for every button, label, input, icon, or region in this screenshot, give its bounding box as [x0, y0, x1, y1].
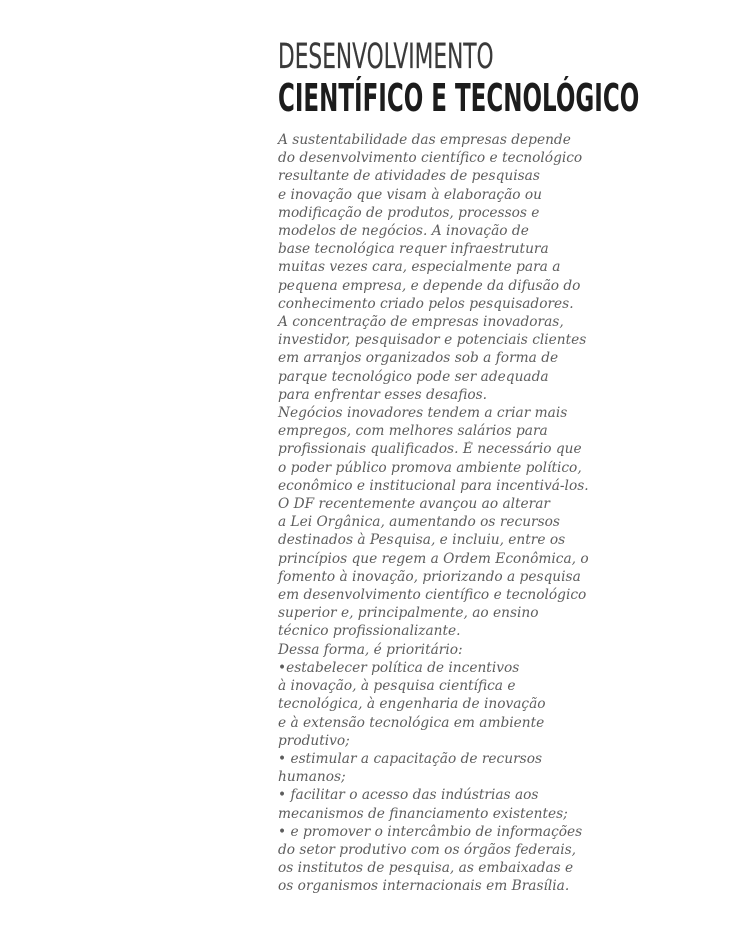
body-line: humanos; — [278, 769, 346, 786]
body-line: muitas vezes cara, especialmente para a — [278, 259, 561, 276]
body-line: fomento à inovação, priorizando a pesquisa — [278, 568, 581, 585]
body-line: empregos, com melhores salários para — [278, 423, 548, 440]
body-line: o poder público promova ambiente político, — [278, 459, 582, 476]
body-line: A concentração de empresas inovadoras, — [278, 314, 564, 331]
body-line: destinados à Pesquisa, e incluiu, entre os — [278, 532, 566, 549]
body-line: do desenvolvimento científico e tecnológico — [278, 150, 583, 167]
body-line: econômico e institucional para incentivá-los. — [278, 477, 589, 494]
body-line: A sustentabilidade das empresas depende — [278, 132, 571, 148]
body-text — [278, 131, 589, 896]
body-line: O DF recentemente avançou ao alterar — [278, 496, 550, 513]
body-line: modelos de negócios. A inovação de — [278, 223, 529, 240]
body-line: e à extensão tecnológica em ambiente — [278, 714, 545, 731]
body-line: modificação de produtos, processos e — [278, 204, 540, 221]
body-line: investidor, pesquisador e potenciais clientes — [278, 332, 587, 349]
body-line: •estabelecer política de incentivos — [278, 659, 520, 676]
body-line: superior e, principalmente, ao ensino — [278, 605, 539, 622]
heading-line-1: DESENVOLVIMENTO — [278, 37, 494, 77]
body-line: para enfrentar esses desafios. — [278, 386, 488, 403]
heading-line-2: CIENTÍFICO E TECNOLÓGICO — [278, 76, 640, 120]
body-line: os organismos internacionais em Brasília. — [278, 878, 570, 895]
body-line: pequena empresa, e depende da difusão do — [278, 277, 581, 294]
body-line: do setor produtivo com os órgãos federais, — [278, 841, 577, 858]
heading-block — [278, 38, 738, 120]
body-line: princípios que regem a Ordem Econômica, o — [278, 550, 589, 567]
body-line: tecnológica, à engenharia de inovação — [278, 696, 546, 713]
body-line: base tecnológica requer infraestrutura — [278, 241, 549, 258]
body-line: e inovação que visam à elaboração ou — [278, 186, 542, 203]
body-line: em desenvolvimento científico e tecnológico — [278, 587, 587, 604]
body-line: Dessa forma, é prioritário: — [278, 641, 463, 658]
body-line: técnico profissionalizante. — [278, 623, 461, 640]
body-line: a Lei Orgânica, aumentando os recursos — [278, 514, 560, 531]
body-line: parque tecnológico pode ser adequada — [278, 368, 549, 385]
body-line: • e promover o intercâmbio de informações — [278, 823, 583, 840]
body-line: conhecimento criado pelos pesquisadores. — [278, 295, 574, 312]
body-line: resultante de atividades de pesquisas — [278, 168, 540, 185]
body-line: mecanismos de financiamento existentes; — [278, 805, 568, 822]
body-line: profissionais qualificados. É necessário que — [278, 441, 582, 458]
body-line: os institutos de pesquisa, as embaixadas e — [278, 860, 574, 877]
body-line: produtivo; — [278, 732, 350, 749]
body-line: Negócios inovadores tendem a criar mais — [278, 405, 568, 422]
body-line: em arranjos organizados sob a forma de — [278, 350, 559, 367]
body-line: • facilitar o acesso das indústrias aos — [278, 787, 539, 804]
body-line: à inovação, à pesquisa científica e — [278, 678, 516, 695]
body-line: • estimular a capacitação de recursos — [278, 750, 543, 767]
